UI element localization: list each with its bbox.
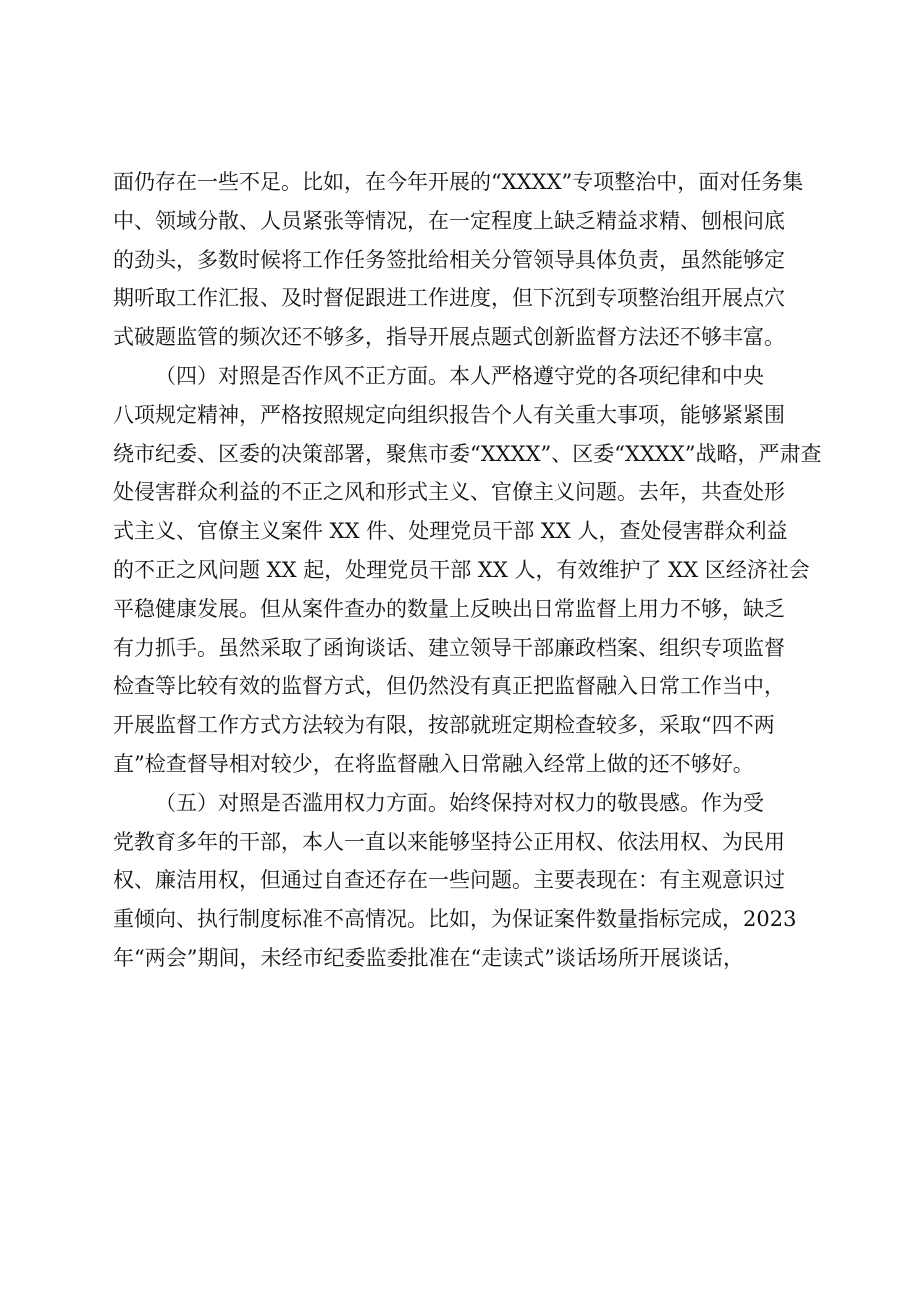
document-body bbox=[113, 163, 825, 978]
paragraph-section-four bbox=[113, 357, 825, 784]
text-line: 重倾向、执行制度标准不高情况。比如，为保证案件数量指标完成，2023 bbox=[113, 907, 797, 932]
text-line: 面仍存在一些不足。比如，在今年开展的“XXXX”专项整治中，面对任务集 bbox=[113, 170, 804, 194]
text-line: 的不正之风问题 XX 起，处理党员干部 XX 人，有效维护了 XX 区经济社会 bbox=[113, 557, 810, 582]
text-line: （五）对照是否滥用权力方面。始终保持对权力的敬畏感。作为受 bbox=[155, 790, 764, 815]
text-line: 检查等比较有效的监督方式，但仍然没有真正把监督融入日常工作当中， bbox=[113, 674, 785, 699]
text-line: 绕市纪委、区委的决策部署，聚焦市委“XXXX”、区委“XXXX”战略，严肃查 bbox=[113, 441, 822, 466]
text-line: 处侵害群众利益的不正之风和形式主义、官僚主义问题。去年，共查处形 bbox=[113, 480, 785, 505]
text-line: 八项规定精神，严格按照规定向组织报告个人有关重大事项，能够紧紧围 bbox=[113, 402, 785, 427]
text-line: 开展监督工作方式方法较为有限，按部就班定期检查较多，采取“四不两 bbox=[113, 713, 775, 738]
paragraph-section-five bbox=[113, 784, 825, 978]
text-line: 党教育多年的干部，本人一直以来能够坚持公正用权、依法用权、为民用 bbox=[113, 829, 785, 854]
text-line: 式主义、官僚主义案件 XX 件、处理党员干部 XX 人，查处侵害群众利益 bbox=[113, 519, 788, 544]
text-line: 年“两会”期间，未经市纪委监委批准在“走读式”谈话场所开展谈话， bbox=[113, 945, 744, 970]
text-line: 权、廉洁用权，但通过自查还存在一些问题。主要表现在：有主观意识过 bbox=[113, 868, 785, 893]
text-line: 平稳健康发展。但从案件查办的数量上反映出日常监督上用力不够，缺乏 bbox=[113, 596, 785, 621]
text-line: 直”检查督导相对较少，在将监督融入日常融入经常上做的还不够好。 bbox=[113, 751, 754, 776]
text-line: 中、领域分散、人员紧张等情况，在一定程度上缺乏精益求精、刨根问底 bbox=[113, 208, 785, 233]
text-line: 式破题监管的频次还不够多，指导开展点题式创新监督方法还不够丰富。 bbox=[113, 325, 785, 350]
text-line: 期听取工作汇报、及时督促跟进工作进度，但下沉到专项整治组开展点穴 bbox=[113, 286, 785, 311]
text-line: 有力抓手。虽然采取了函询谈话、建立领导干部廉政档案、组织专项监督 bbox=[113, 635, 785, 660]
paragraph-continued bbox=[113, 163, 825, 357]
text-line: 的劲头，多数时候将工作任务签批给相关分管领导具体负责，虽然能够定 bbox=[113, 247, 785, 272]
text-line: （四）对照是否作风不正方面。本人严格遵守党的各项纪律和中央 bbox=[155, 363, 764, 388]
